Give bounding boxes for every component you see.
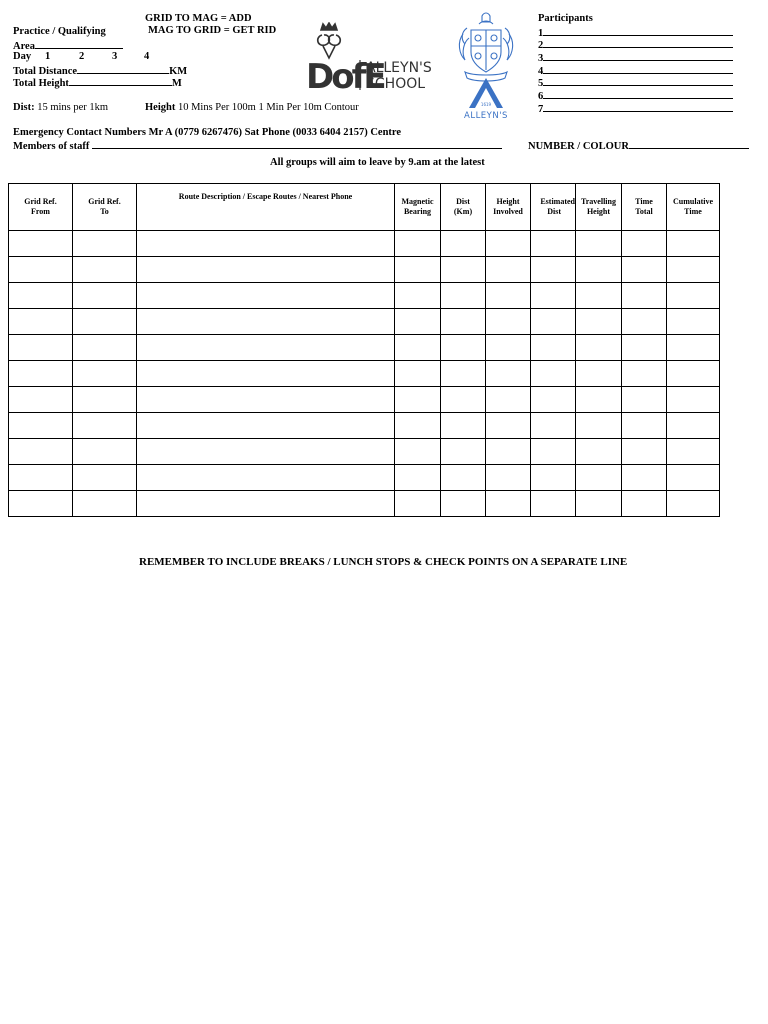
table-cell[interactable] [441, 387, 486, 413]
table-cell[interactable] [9, 257, 73, 283]
table-cell[interactable] [576, 439, 622, 465]
table-cell[interactable] [576, 335, 622, 361]
table-cell[interactable] [395, 413, 441, 439]
total-height-label: Total Height [13, 78, 69, 89]
table-cell[interactable] [622, 283, 667, 309]
table-cell[interactable] [441, 231, 486, 257]
members-of-staff-label: Members of staff [13, 141, 90, 152]
table-cell[interactable] [9, 283, 73, 309]
table-row [9, 491, 720, 517]
height-label: Height [145, 102, 176, 113]
header-cumulative-time: Cumulative Time [667, 184, 720, 231]
table-cell[interactable] [531, 491, 576, 517]
day-row [13, 51, 31, 62]
participant-blank-5 [543, 76, 733, 86]
table-cell[interactable] [395, 231, 441, 257]
dofe-logo-icon [305, 22, 435, 92]
header-grid-ref-from: Grid Ref. From [9, 184, 73, 231]
table-cell[interactable] [576, 465, 622, 491]
table-cell[interactable] [576, 413, 622, 439]
table-cell[interactable] [622, 465, 667, 491]
table-cell[interactable] [531, 231, 576, 257]
table-row [9, 413, 720, 439]
table-cell[interactable] [73, 361, 137, 387]
table-cell[interactable] [395, 361, 441, 387]
day-option-3: 3 [112, 51, 118, 62]
participant-number-4: 4 [538, 66, 544, 77]
participant-blank-4 [543, 64, 733, 74]
total-distance-line [77, 64, 169, 74]
participant-line-3 [538, 51, 733, 64]
header-estimated-dist: Estimated Dist [531, 184, 576, 231]
table-cell[interactable] [622, 491, 667, 517]
table-cell[interactable] [9, 335, 73, 361]
table-cell[interactable] [73, 335, 137, 361]
table-cell[interactable] [73, 231, 137, 257]
table-cell[interactable] [622, 439, 667, 465]
table-cell[interactable] [622, 387, 667, 413]
table-cell[interactable] [441, 335, 486, 361]
table-cell[interactable] [576, 257, 622, 283]
table-cell[interactable] [9, 387, 73, 413]
total-height-line [69, 76, 172, 86]
table-cell[interactable] [395, 257, 441, 283]
footer-reminder: REMEMBER TO INCLUDE BREAKS / LUNCH STOPS & CHECK POINTS ON A SEPARATE LINE [139, 556, 628, 568]
number-colour-field [528, 139, 749, 152]
table-cell[interactable] [137, 361, 395, 387]
total-height-field [13, 76, 182, 89]
participant-line-7 [538, 102, 733, 115]
table-cell[interactable] [395, 335, 441, 361]
grid-to-mag-note: GRID TO MAG = ADD [145, 13, 252, 24]
table-cell[interactable] [441, 465, 486, 491]
table-cell[interactable] [667, 439, 720, 465]
table-cell[interactable] [667, 257, 720, 283]
table-cell[interactable] [486, 491, 531, 517]
table-row [9, 283, 720, 309]
table-cell[interactable] [9, 413, 73, 439]
number-colour-line [629, 139, 749, 149]
day-option-2: 2 [79, 51, 85, 62]
day-option-4: 4 [144, 51, 150, 62]
table-cell[interactable] [441, 413, 486, 439]
total-distance-label: Total Distance [13, 66, 78, 77]
mag-to-grid-note: MAG TO GRID = GET RID [148, 25, 277, 36]
table-cell[interactable] [395, 283, 441, 309]
table-cell[interactable] [576, 387, 622, 413]
participant-number-7: 7 [538, 104, 544, 115]
table-cell[interactable] [531, 257, 576, 283]
emergency-contacts: Emergency Contact Numbers Mr A (0779 6267476) Sat Phone (0033 6404 2157) Centre [13, 127, 402, 138]
participant-number-2: 2 [538, 40, 544, 51]
participant-line-5 [538, 76, 733, 89]
table-cell[interactable] [137, 439, 395, 465]
crest-name: ALLEYN'S [464, 111, 508, 120]
table-cell[interactable] [73, 257, 137, 283]
table-cell[interactable] [441, 257, 486, 283]
header-height-involved: Height Involved [486, 184, 531, 231]
table-cell[interactable] [576, 491, 622, 517]
table-cell[interactable] [73, 465, 137, 491]
participant-number-3: 3 [538, 53, 544, 64]
table-cell[interactable] [9, 439, 73, 465]
table-cell[interactable] [137, 231, 395, 257]
height-rule-text: 10 Mins Per 100m 1 Min Per 10m Contour [177, 102, 359, 113]
total-distance-unit: KM [169, 66, 188, 77]
members-of-staff-field [13, 139, 502, 152]
table-cell[interactable] [531, 387, 576, 413]
table-row [9, 231, 720, 257]
participant-line-6 [538, 89, 733, 102]
table-cell[interactable] [667, 491, 720, 517]
table-cell[interactable] [486, 465, 531, 491]
table-cell[interactable] [667, 335, 720, 361]
participant-blank-3 [543, 51, 733, 61]
table-cell[interactable] [441, 309, 486, 335]
table-cell[interactable] [73, 309, 137, 335]
header-magnetic-bearing: Magnetic Bearing [395, 184, 441, 231]
table-cell[interactable] [486, 439, 531, 465]
school-name-line-2: SCHOOL [366, 76, 426, 92]
table-cell[interactable] [622, 413, 667, 439]
members-of-staff-line [92, 139, 502, 149]
participant-number-6: 6 [538, 91, 544, 102]
number-colour-label: NUMBER / COLOUR [528, 141, 629, 152]
area-label: Area [13, 41, 35, 52]
table-cell[interactable] [667, 413, 720, 439]
table-cell[interactable] [576, 309, 622, 335]
table-cell[interactable] [9, 465, 73, 491]
table-cell[interactable] [531, 283, 576, 309]
table-row [9, 309, 720, 335]
leave-time-note: All groups will aim to leave by 9.am at the latest [270, 157, 485, 168]
table-cell[interactable] [531, 335, 576, 361]
table-cell[interactable] [73, 439, 137, 465]
participant-number-5: 5 [538, 78, 544, 89]
table-cell[interactable] [576, 231, 622, 257]
dist-label: Dist: [13, 102, 35, 113]
crest-icon [455, 12, 517, 120]
table-cell[interactable] [667, 361, 720, 387]
table-cell[interactable] [137, 309, 395, 335]
table-cell[interactable] [137, 387, 395, 413]
table-cell[interactable] [667, 283, 720, 309]
dist-rule-text: 15 mins per 1km [37, 102, 109, 113]
participant-line-2 [538, 38, 733, 51]
participant-blank-2 [543, 38, 733, 48]
table-cell[interactable] [486, 257, 531, 283]
table-cell[interactable] [531, 465, 576, 491]
table-cell[interactable] [622, 309, 667, 335]
table-cell[interactable] [531, 361, 576, 387]
participant-number-1: 1 [538, 28, 544, 39]
dist-rule [13, 102, 108, 113]
total-height-unit: M [171, 78, 182, 89]
table-header-row [9, 184, 720, 231]
table-cell[interactable] [486, 335, 531, 361]
header-travelling-height: Travelling Height [576, 184, 622, 231]
table-cell[interactable] [486, 387, 531, 413]
table-cell[interactable] [73, 491, 137, 517]
table-cell[interactable] [531, 413, 576, 439]
alleyns-crest [455, 12, 517, 120]
school-name-line-1: ALLEYN'S [366, 60, 432, 76]
table-cell[interactable] [531, 439, 576, 465]
table-cell[interactable] [73, 387, 137, 413]
table-cell[interactable] [395, 439, 441, 465]
table-cell[interactable] [137, 465, 395, 491]
table-row [9, 387, 720, 413]
table-cell[interactable] [395, 309, 441, 335]
table-cell[interactable] [622, 361, 667, 387]
table-cell[interactable] [441, 491, 486, 517]
table-cell[interactable] [667, 387, 720, 413]
table-cell[interactable] [441, 361, 486, 387]
table-cell[interactable] [9, 491, 73, 517]
table-cell[interactable] [73, 283, 137, 309]
table-cell[interactable] [9, 231, 73, 257]
table-cell[interactable] [137, 413, 395, 439]
table-cell[interactable] [486, 413, 531, 439]
table-cell[interactable] [441, 439, 486, 465]
table-cell[interactable] [486, 283, 531, 309]
table-cell[interactable] [73, 413, 137, 439]
table-cell[interactable] [486, 231, 531, 257]
table-cell[interactable] [667, 309, 720, 335]
header-route-description: Route Description / Escape Routes / Nearest Phone [137, 184, 395, 231]
table-cell[interactable] [576, 361, 622, 387]
table-cell[interactable] [137, 283, 395, 309]
table-cell[interactable] [576, 283, 622, 309]
participant-blank-1 [543, 26, 733, 36]
table-cell[interactable] [137, 491, 395, 517]
table-cell[interactable] [395, 465, 441, 491]
table-cell[interactable] [441, 283, 486, 309]
crest-year: 1619 [480, 102, 492, 107]
table-cell[interactable] [9, 309, 73, 335]
table-row [9, 465, 720, 491]
table-cell[interactable] [395, 491, 441, 517]
table-cell[interactable] [622, 257, 667, 283]
table-row [9, 439, 720, 465]
area-line [35, 39, 123, 49]
table-row [9, 361, 720, 387]
table-row [9, 257, 720, 283]
participants-title: Participants [538, 13, 593, 24]
table-cell[interactable] [531, 309, 576, 335]
header-time-total: Time Total [622, 184, 667, 231]
day-option-1: 1 [45, 51, 51, 62]
table-cell[interactable] [486, 309, 531, 335]
practice-qualifying-label: Practice / Qualifying [13, 26, 106, 37]
table-body [9, 231, 720, 517]
table-cell[interactable] [622, 335, 667, 361]
dofe-letters: DofE [306, 57, 384, 92]
route-card-table [8, 183, 720, 517]
header-grid-ref-to: Grid Ref. To [73, 184, 137, 231]
height-rule [145, 102, 359, 113]
table-cell[interactable] [486, 361, 531, 387]
day-label: Day [13, 51, 32, 62]
table-cell[interactable] [667, 465, 720, 491]
table-cell[interactable] [667, 231, 720, 257]
header-dist-km: Dist (Km) [441, 184, 486, 231]
table-cell[interactable] [395, 387, 441, 413]
table-cell[interactable] [622, 231, 667, 257]
participant-blank-6 [543, 89, 733, 99]
table-cell[interactable] [9, 361, 73, 387]
table-cell[interactable] [137, 257, 395, 283]
dofe-alleyns-logo [305, 22, 435, 92]
table-cell[interactable] [137, 335, 395, 361]
participant-blank-7 [543, 102, 733, 112]
table-row [9, 335, 720, 361]
